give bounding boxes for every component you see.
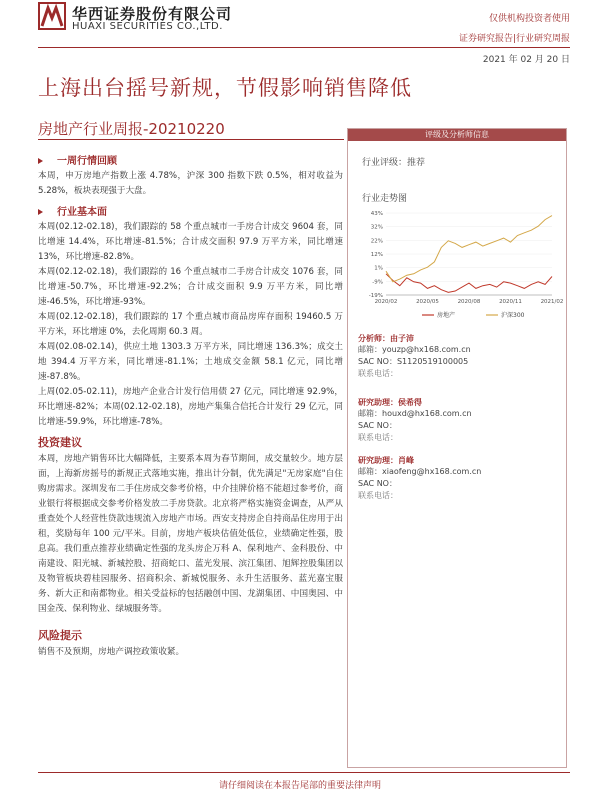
header-divider (38, 47, 570, 48)
y-tick-label: 32% (370, 224, 383, 231)
y-tick-label: 12% (370, 252, 383, 258)
company-name-en: HUAXI SECURITIES CO.,LTD. (72, 21, 223, 32)
sidebar-header: 评级及分析师信息 (348, 129, 566, 141)
audience-note: 仅供机构投资者使用 (488, 14, 570, 24)
report-title: 上海出台摇号新规，节假影响销售降低 (38, 76, 412, 100)
paragraph: 上周(02.05-02.11)，房地产企业合计发行信用债 27 亿元，同比增速 92.9%，环比增速-82%；本周(02.12-02.18)，房地产集集合信托合计发行 29 亿元，同比增速-59.9%，环比增速-78%。 (38, 387, 343, 427)
x-tick-label: 2020/11 (499, 299, 522, 305)
x-tick-label: 2020/08 (457, 299, 481, 305)
triangle-bullet-icon (38, 209, 43, 215)
paragraph: 本周(02.08-02.14)，供应土地 1303.3 万平方米，同比增速 136.3%；成交土地 394.4 万平方米，同比增速-81.1%；土地成交金额 58.1 亿元，同比增速-87.8%。 (38, 342, 343, 382)
analyst-email[interactable]: 邮箱：xiaofeng@hx168.com.cn (358, 467, 482, 476)
analyst-block (358, 333, 558, 380)
legend-label: 房地产 (437, 312, 456, 319)
analyst-sac: SAC NO： (358, 479, 397, 488)
y-tick-label: 22% (370, 238, 383, 245)
analyst-name: 研究助理：侯希得 (358, 398, 422, 407)
analyst-name: 研究助理：肖峰 (358, 456, 414, 465)
analyst-name: 分析师：由子沛 (358, 334, 414, 343)
series-line (386, 274, 552, 293)
paragraph: 销售不及预期，房地产调控政策收紧。 (38, 647, 185, 657)
y-tick-label: -9% (372, 279, 383, 286)
paragraph: 本周，房地产销售环比大幅降低，主要系本周为春节期间，成交量较少。地方层面，上海新房摇号的新规正式落地实施，推出计分制，优先满足"无房家庭"自住购房需求。深圳发布二手住房成交参考价格，中介挂牌价格不能超过参考价，商业银行将根据成交参考价格发放二手房贷款。北京将严格实施资金调查，从严从重查处个人经营性贷款违规流入房地产市场。西安支持房企自持商品住房用于出租，奖励每年 100 元/平米。目前，房地产板块估值处低位，业绩确定性强，股息高。我们重点推荐业绩确定性强的龙头房企万科 A、保利地产、金科股份、中南建设、阳光城、新城控股、招商蛇口、蓝光发展、滨江集团、旭辉控股集团以及物管板块碧桂园服务、招商积余、新城悦服务、永升生活服务、蓝光嘉宝服务、新大正和南都物业。相关受益标的包括融创中国、龙湖集团、中国奥园、中国金茂、保利物业、绿城服务等。 (38, 454, 343, 614)
industry-rating: 行业评级：推荐 (362, 158, 426, 168)
analyst-sidebar (347, 128, 567, 768)
y-tick-label: 1% (374, 265, 383, 272)
paragraph: 本周(02.12-02.18)，我们跟踪的 16 个重点城市二手房合计成交 1076 套，同比增速-50.7%，环比增速-92.2%；合计成交面积 9.9 万平方米，同比增速-46.5%，环比增速-93%。 (38, 267, 343, 307)
company-name-cn: 华西证券股份有限公司 (72, 5, 233, 23)
y-tick-label: 43% (370, 211, 383, 217)
x-tick-label: 2021/02 (540, 299, 564, 305)
analyst-phone: 联系电话： (358, 433, 398, 442)
trend-chart-label: 行业走势图 (362, 194, 408, 204)
huaxi-logo-icon (38, 2, 66, 30)
series-line (386, 216, 552, 282)
analyst-phone: 联系电话： (358, 491, 398, 500)
section-risk: 风险提示 (38, 629, 82, 642)
section-weekly-review: 一周行情回顾 (38, 152, 343, 167)
triangle-bullet-icon (38, 158, 43, 164)
main-content (38, 148, 343, 660)
x-tick-label: 2020/05 (416, 299, 439, 305)
report-subtitle: 房地产行业周报-20210220 (38, 120, 225, 138)
report-type: 证券研究报告|行业研究周报 (458, 34, 570, 44)
footer-divider (38, 772, 570, 773)
y-tick-label: -19% (368, 293, 383, 299)
analyst-block (358, 455, 558, 502)
section-investment-advice: 投资建议 (38, 436, 82, 449)
paragraph: 本周(02.12-02.18)，我们跟踪的 58 个重点城市一手房合计成交 9604 套，同比增速 14.4%，环比增速-81.5%；合计成交面积 97.9 万平方米，同比增速 13%，环比增速-82.8%。 (38, 222, 343, 262)
analyst-email[interactable]: 邮箱：houxd@hx168.com.cn (358, 409, 472, 418)
report-date: 2021 年 02 月 20 日 (482, 55, 570, 65)
industry-trend-chart (362, 209, 564, 329)
subtitle-divider (38, 139, 344, 140)
legal-notice: 请仔细阅读在本报告尾部的重要法律声明 (218, 781, 381, 791)
analyst-sac: SAC NO： (358, 421, 397, 430)
section-fundamentals: 行业基本面 (38, 203, 343, 218)
analyst-email[interactable]: 邮箱：youzp@hx168.com.cn (358, 345, 471, 354)
analyst-phone: 联系电话： (358, 369, 398, 378)
paragraph: 本周，申万房地产指数上涨 4.78%，沪深 300 指数下跌 0.5%，相对收益为 5.28%，板块表现强于大盘。 (38, 171, 343, 196)
legend-label: 沪深300 (501, 312, 525, 319)
analyst-sac: SAC NO：S1120519100005 (358, 357, 469, 366)
analyst-block (358, 397, 558, 444)
x-tick-label: 2020/02 (374, 299, 398, 305)
paragraph: 本周(02.12-02.18)，我们跟踪的 17 个重点城市商品房库存面积 19460.5 万平方米，环比增速 0%，去化周期 60.3 周。 (38, 312, 343, 337)
